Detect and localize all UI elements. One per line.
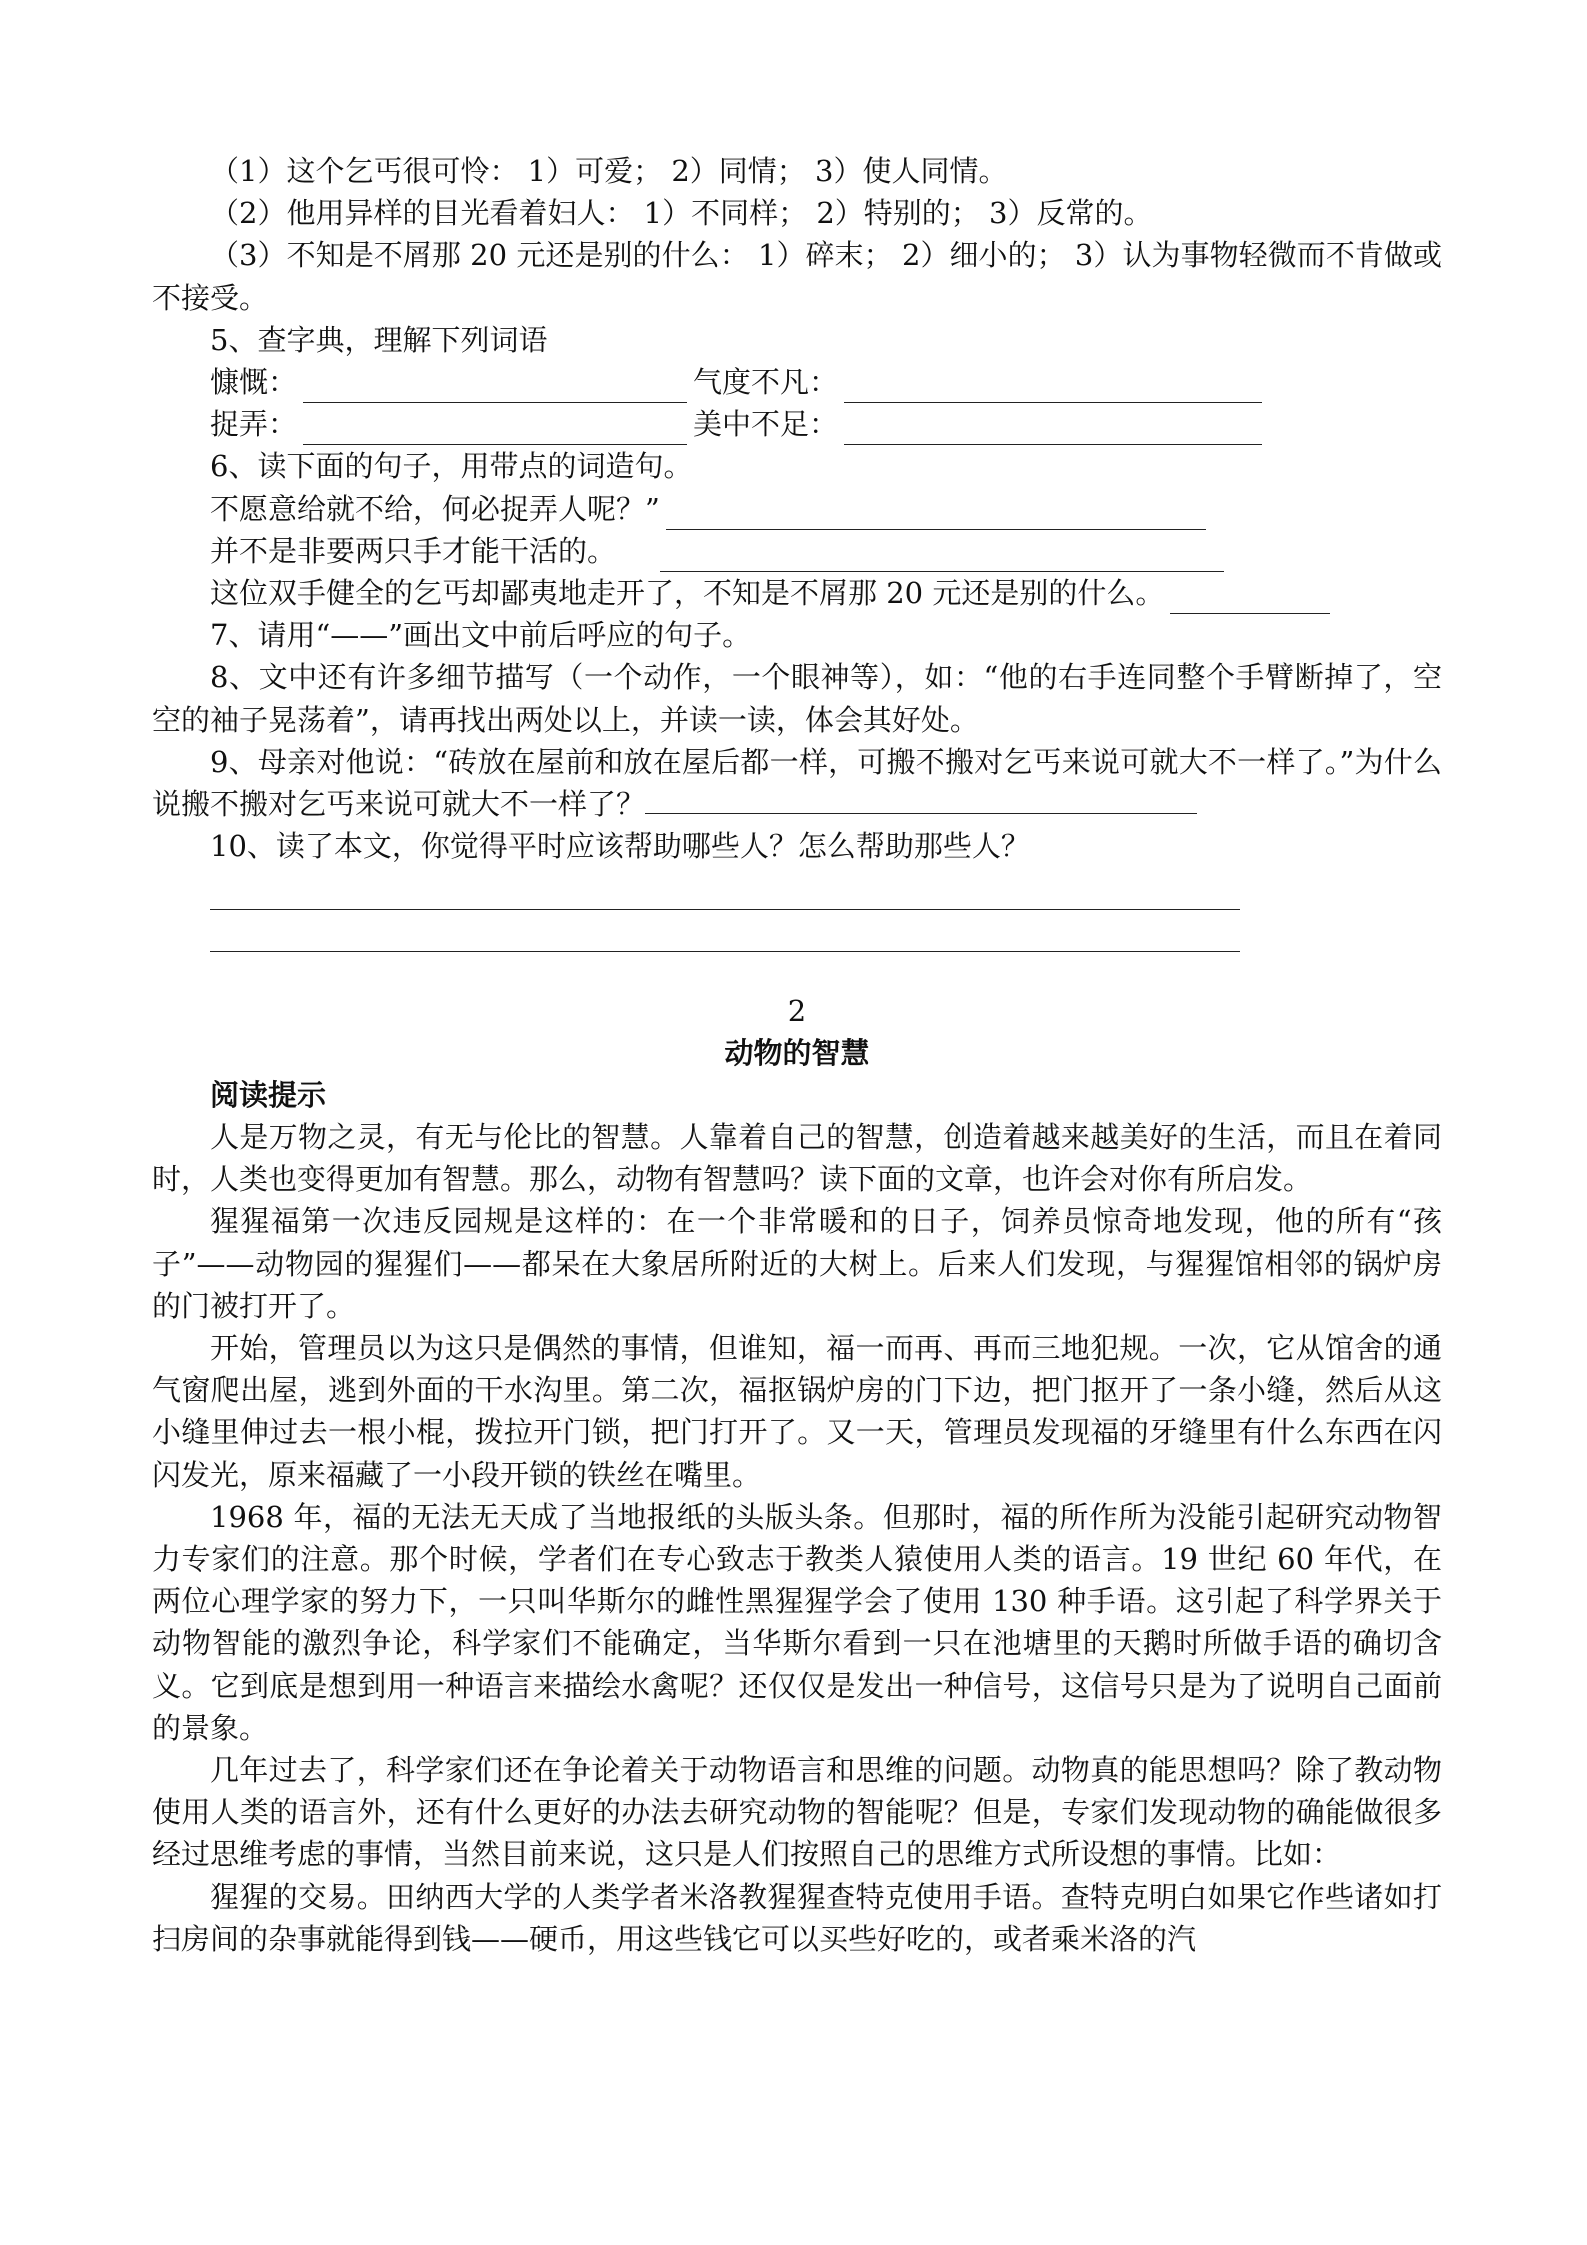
meaning-item-3: （3）不知是不屑那 20 元还是别的什么： 1）碎末； 2）细小的； 3）认为事物轻微而不肯做或不接受。 [152,238,1442,315]
sentence-2-blank[interactable] [660,541,1224,572]
word-meizhong-blank[interactable] [844,414,1262,445]
question-5-title: 5、查字典，理解下列词语 [210,322,548,357]
sentence-2-text: 并不是非要两只手才能干活的。 [210,533,617,568]
sentence-1-blank[interactable] [666,499,1206,530]
section-number: 2 [787,993,807,1028]
word-kangkai-blank[interactable] [303,372,687,403]
question-7: 7、请用“——”画出文中前后呼应的句子。 [210,618,752,653]
question-9-text: 9、母亲对他说：“砖放在屋前和放在屋后都一样，可搬不搬对乞丐来说可就大不一样了。”为什么说搬不搬对乞丐来说可就大不一样了？ [152,744,1442,821]
question-6-sentence-3 [152,572,1442,614]
question-8: 8、文中还有许多细节描写（一个动作，一个眼神等），如：“他的右手连同整个手臂断掉了，空空的袖子晃荡着”，请再找出两处以上，并读一读，体会其好处。 [152,660,1442,737]
word-meizhong-label: 美中不足： [693,407,839,442]
word-zhuonong-blank[interactable] [303,414,687,445]
question-10-answer-line-1[interactable] [210,867,1240,909]
paragraph-6: 猩猩的交易。田纳西大学的人类学者米洛教猩猩查特克使用手语。查特克明白如果它作些诸如打扫房间的杂事就能得到钱——硬币，用这些钱它可以买些好吃的，或者乘米洛的汽 [152,1879,1442,1956]
reading-hint-label: 阅读提示 [210,1077,327,1112]
paragraph-2: 猩猩福第一次违反园规是这样的：在一个非常暖和的日子，饲养员惊奇地发现，他的所有“孩子”——动物园的猩猩们——都呆在大象居所附近的大树上。后来人们发现，与猩猩馆相邻的锅炉房的门被打开了。 [152,1204,1442,1323]
paragraph-5: 几年过去了，科学家们还在争论着关于动物语言和思维的问题。动物真的能思想吗？除了教动物使用人类的语言外，还有什么更好的办法去研究动物的智能呢？但是，专家们发现动物的确能做很多经过思维考虑的事情，当然目前来说，这只是人们按照自己的思维方式所设想的事情。比如： [152,1753,1442,1872]
section-title: 动物的智慧 [724,1035,870,1070]
word-qidu-label: 气度不凡： [693,365,839,399]
question-10-answer-line-2[interactable] [210,910,1240,952]
sentence-1-text: 不愿意给就不给，何必捉弄人呢？” [210,491,660,526]
meaning-item-2: （2）他用异样的目光看着妇人： 1）不同样； 2）特别的； 3）反常的。 [210,196,1153,231]
paragraph-3: 开始，管理员以为这只是偶然的事情，但谁知，福一而再、再而三地犯规。一次，它从馆舍的通气窗爬出屋，逃到外面的干水沟里。第二次，福抠锅炉房的门下边，把门抠开了一条小缝，然后从这小缝里伸过去一根小棍，拨拉开门锁，把门打开了。又一天，管理员发现福的牙缝里有什么东西在闪闪发光，原来福藏了一小段开锁的铁丝在嘴里。 [152,1330,1442,1492]
document-page [152,150,1442,1960]
word-qidu-blank[interactable] [844,372,1262,403]
question-5-row-2 [152,403,1442,445]
question-9 [152,741,1442,825]
question-5-row-1 [152,361,1442,403]
question-10: 10、读了本文，你觉得平时应该帮助哪些人？怎么帮助那些人？ [210,829,1030,864]
question-6-title: 6、读下面的句子，用带点的词造句。 [210,449,693,484]
question-9-blank[interactable] [645,785,1197,814]
question-6-sentence-2 [152,530,1442,572]
word-zhuonong-label: 捉弄： [210,407,298,442]
sentence-3-text: 这位双手健全的乞丐却鄙夷地走开了，不知是不屑那 20 元还是别的什么。 [210,575,1165,610]
section-heading [152,990,1442,1074]
word-kangkai-label: 慷慨： [210,365,298,399]
paragraph-1: 人是万物之灵，有无与伦比的智慧。人靠着自己的智慧，创造着越来越美好的生活，而且在着同时，人类也变得更加有智慧。那么，动物有智慧吗？读下面的文章，也许会对你有所启发。 [152,1119,1442,1197]
meaning-item-1: （1）这个乞丐很可怜： 1）可爱； 2）同情； 3）使人同情。 [210,154,1008,188]
sentence-3-blank[interactable] [1170,583,1330,614]
question-6-sentence-1 [152,488,1442,530]
paragraph-4: 1968 年，福的无法无天成了当地报纸的头版头条。但那时，福的所作所为没能引起研究动物智力专家们的注意。那个时候，学者们在专心致志于教类人猿使用人类的语言。19 世纪 60 年代，在两位心理学家的努力下，一只叫华斯尔的雌性黑猩猩学会了使用 130 种手语。这引起了科学界关于动物智能的激烈争论，科学家们不能确定，当华斯尔看到一只在池塘里的天鹅时所做手语的确切含义。它到底是想到用一种语言来描绘水禽呢？还仅仅是发出一种信号，这信号只是为了说明自己面前的景象。 [152,1499,1442,1745]
